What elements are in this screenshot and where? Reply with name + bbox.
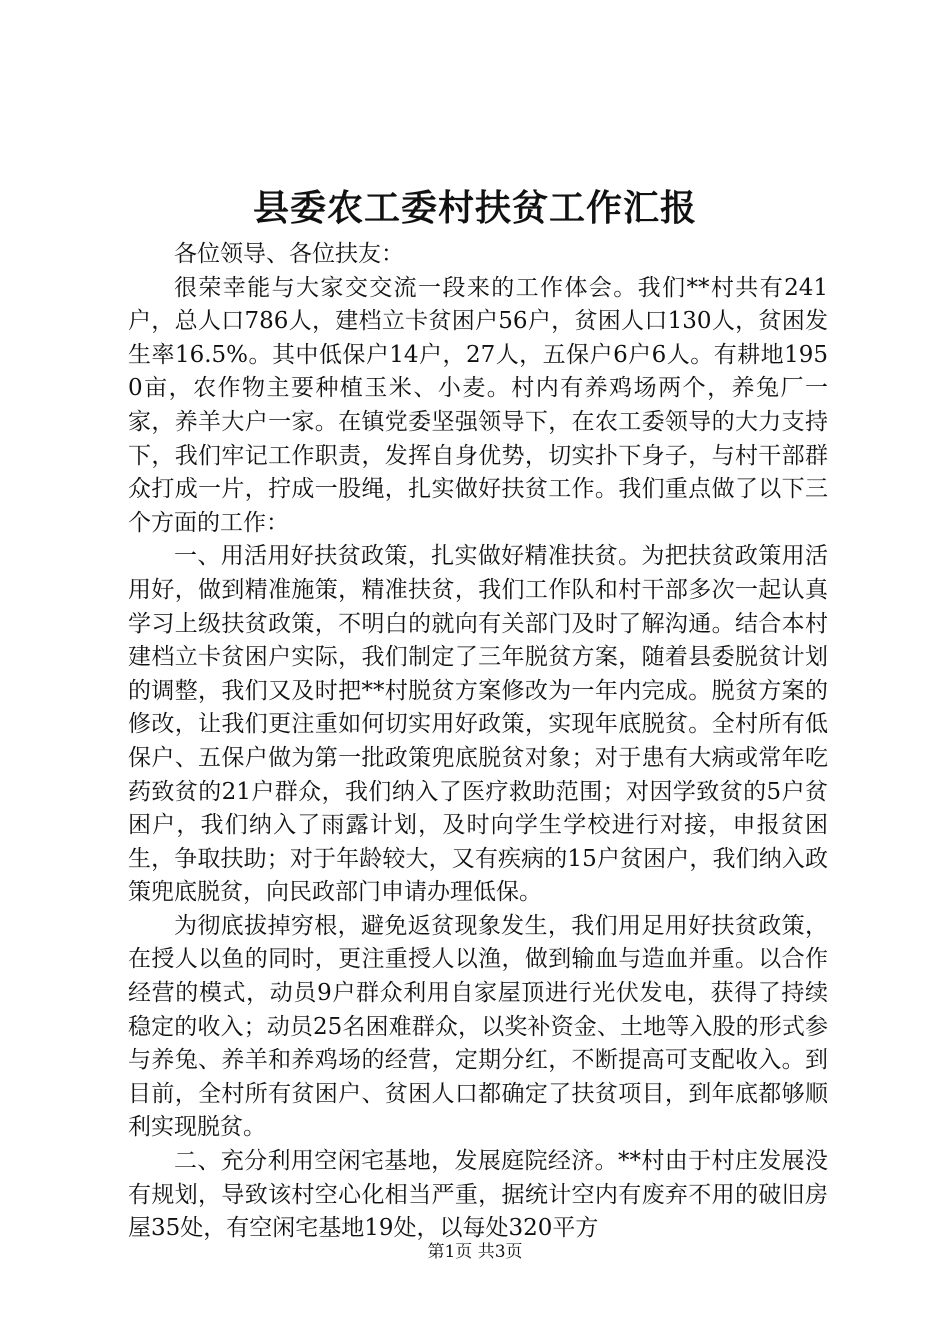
page-number-footer: 第1页 共3页: [427, 1242, 523, 1262]
poverty-root-paragraph: 为彻底拔掉穷根，避免返贫现象发生，我们用足用好扶贫政策，在授人以鱼的同时，更注重授人以渔，做到输血与造血并重。以合作经营的模式，动员9户群众利用自家屋顶进行光伏发电，获得了持续稳定的收入；动员25名困难群众，以奖补资金、土地等入股的形式参与养兔、养羊和养鸡场的经营，定期分红，不断提高可支配收入。到目前，全村所有贫困户、贫困人口都确定了扶贫项目，到年底都够顺利实现脱贫。: [128, 912, 828, 1141]
salutation-paragraph: 各位领导、各位扶友：: [174, 241, 404, 267]
section-one-paragraph: 一、用活用好扶贫政策，扎实做好精准扶贫。为把扶贫政策用活用好，做到精准施策，精准扶贫，我们工作队和村干部多次一起认真学习上级扶贫政策，不明白的就向有关部门及时了解沟通。结合本村建档立卡贫困户实际，我们制定了三年脱贫方案，随着县委脱贫计划的调整，我们又及时把**村脱贫方案修改为一年内完成。脱贫方案的修改，让我们更注重如何切实用好政策，实现年底脱贫。全村所有低保户、五保户做为第一批政策兜底脱贫对象；对于患有大病或常年吃药致贫的21户群众，我们纳入了医疗救助范围；对因学致贫的5户贫困户，我们纳入了雨露计划，及时向学生学校进行对接，申报贫困生，争取扶助；对于年龄较大，又有疾病的15户贫困户，我们纳入政策兜底脱贫，向民政部门申请办理低保。: [128, 543, 828, 906]
intro-paragraph: 很荣幸能与大家交交流一段来的工作体会。我们**村共有241户，总人口786人，建档立卡贫困户56户，贫困人口130人，贫困发生率16.5%。其中低保户14户，27人，五保户6户6人。有耕地1950亩，农作物主要种植玉米、小麦。村内有养鸡场两个，养兔厂一家，养羊大户一家。在镇党委坚强领导下，在农工委领导的大力支持下，我们牢记工作职责，发挥自身优势，切实扑下身子，与村干部群众打成一片，拧成一股绳，扎实做好扶贫工作。我们重点做了以下三个方面的工作：: [128, 274, 828, 536]
section-two-paragraph: 二、充分利用空闲宅基地，发展庭院经济。**村由于村庄发展没有规划，导致该村空心化相当严重，据统计空内有废弃不用的破旧房屋35处，有空闲宅基地19处，以每处320平方: [128, 1148, 828, 1242]
document-body: [128, 238, 828, 1246]
document-title: 县委农工委村扶贫工作汇报: [252, 187, 697, 229]
